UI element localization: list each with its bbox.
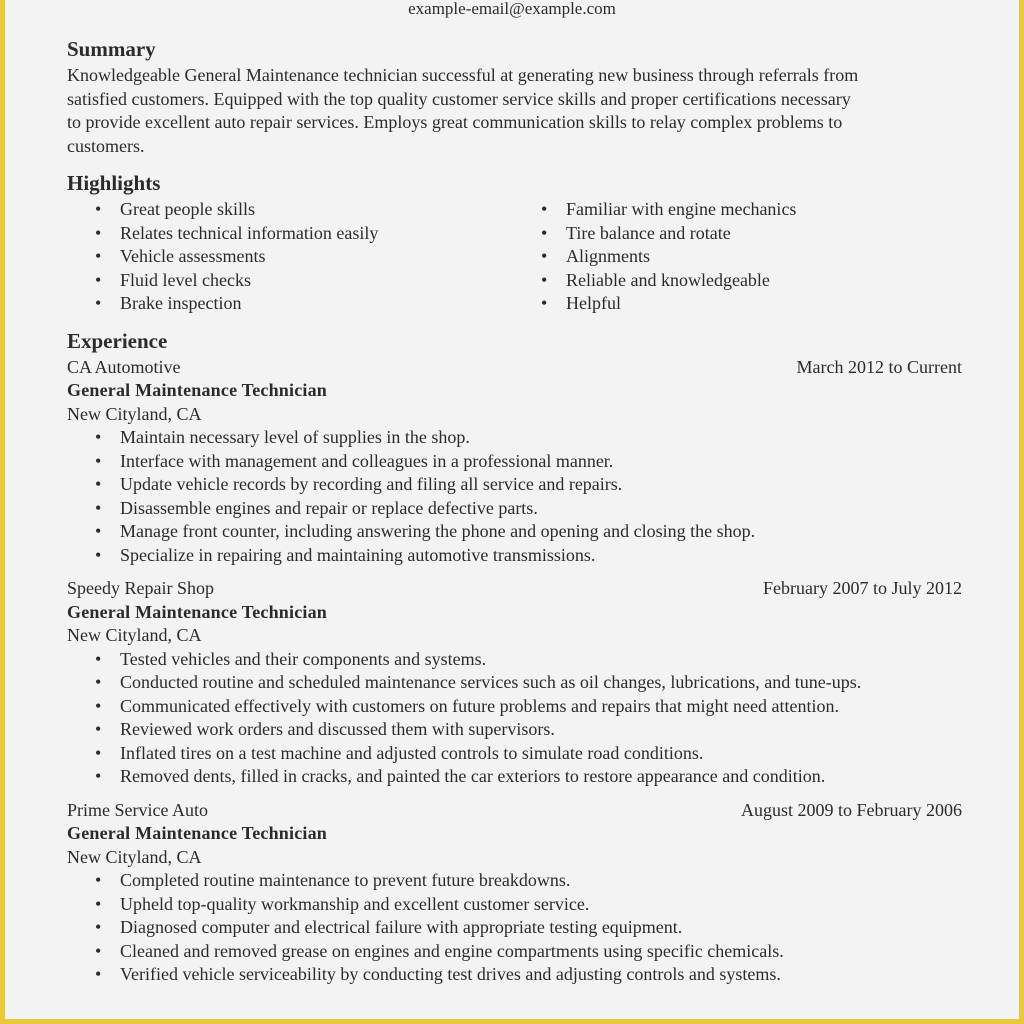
highlights-left-list [67,198,513,316]
job-duty: • Update vehicle records by recording and filing all service and repairs. [67,473,962,497]
job-company: Speedy Repair Shop [67,578,214,598]
job-dates: March 2012 to Current [796,356,962,377]
job-duty: • Cleaned and removed grease on engines and engine compartments using specific chemicals. [67,940,962,964]
job-duties-list [67,869,962,987]
job-header [67,799,962,823]
experience-heading: Experience [67,328,168,353]
job-entry [67,577,962,789]
job-duty: • Reviewed work orders and discussed them with supervisors. [67,718,962,742]
resume-page [5,0,1019,1019]
summary-section [67,34,962,158]
job-location: New Cityland, CA [67,846,202,867]
job-duty: • Verified vehicle serviceability by conducting test drives and adjusting controls and systems. [67,963,962,987]
job-company: Prime Service Auto [67,799,208,820]
highlight-item: • Familiar with engine mechanics [513,198,959,222]
job-duty: • Maintain necessary level of supplies in the shop. [67,426,962,450]
job-dates: August 2009 to February 2006 [741,799,962,820]
job-entry [67,799,962,987]
highlight-item: • Fluid level checks [67,269,513,293]
job-duty: • Disassemble engines and repair or replace defective parts. [67,497,962,521]
job-duties-list [67,648,962,789]
job-entry [67,356,962,568]
job-duty: • Interface with management and colleagues in a professional manner. [67,450,962,474]
highlight-item: • Alignments [513,245,959,269]
job-dates: February 2007 to July 2012 [763,578,962,598]
job-duty: • Inflated tires on a test machine and adjusted controls to simulate road conditions. [67,742,962,766]
job-duty: • Communicated effectively with customers on future problems and repairs that might need attention. [67,695,962,719]
highlights-right-list [513,198,959,316]
highlight-item: • Great people skills [67,198,513,222]
summary-line: to provide excellent auto repair services. Employs great communication skills to relay complex problems to [67,112,843,132]
job-location: New Cityland, CA [67,625,202,645]
job-location: New Cityland, CA [67,403,202,424]
contact-email: example-email@example.com [408,0,616,18]
job-title: General Maintenance Technician [67,380,327,400]
job-duties-list [67,426,962,567]
highlight-item: • Reliable and knowledgeable [513,269,959,293]
summary-heading: Summary [67,37,156,61]
job-header [67,577,962,601]
resume-content [67,34,962,987]
highlights-heading: Highlights [67,171,161,195]
highlight-item: • Brake inspection [67,292,513,316]
highlight-item: • Helpful [513,292,959,316]
summary-text [67,64,962,158]
job-duty: • Completed routine maintenance to prevent future breakdowns. [67,869,962,893]
job-duty: • Manage front counter, including answering the phone and opening and closing the shop. [67,520,962,544]
job-duty: • Removed dents, filled in cracks, and painted the car exteriors to restore appearance and condition. [67,765,962,789]
highlight-item: • Tire balance and rotate [513,222,959,246]
job-duty: • Specialize in repairing and maintaining automotive transmissions. [67,544,962,568]
highlights-columns [67,198,962,316]
summary-line: satisfied customers. Equipped with the top quality customer service skills and proper certifications necessary [67,88,851,109]
job-title: General Maintenance Technician [67,601,327,622]
highlight-item: • Vehicle assessments [67,245,513,269]
summary-line: Knowledgeable General Maintenance technician successful at generating new business through referrals from [67,65,859,85]
job-duty: • Diagnosed computer and electrical failure with appropriate testing equipment. [67,916,962,940]
job-header [67,356,962,380]
highlight-item: • Relates technical information easily [67,222,513,246]
highlights-section [67,168,962,316]
job-duty: • Conducted routine and scheduled maintenance services such as oil changes, lubrications, and tune-ups. [67,671,962,695]
job-title: General Maintenance Technician [67,823,327,843]
job-duty: • Tested vehicles and their components and systems. [67,648,962,672]
summary-line: customers. [67,135,145,156]
job-duty: • Upheld top-quality workmanship and excellent customer service. [67,893,962,917]
job-company: CA Automotive [67,356,181,377]
experience-section [67,326,962,987]
